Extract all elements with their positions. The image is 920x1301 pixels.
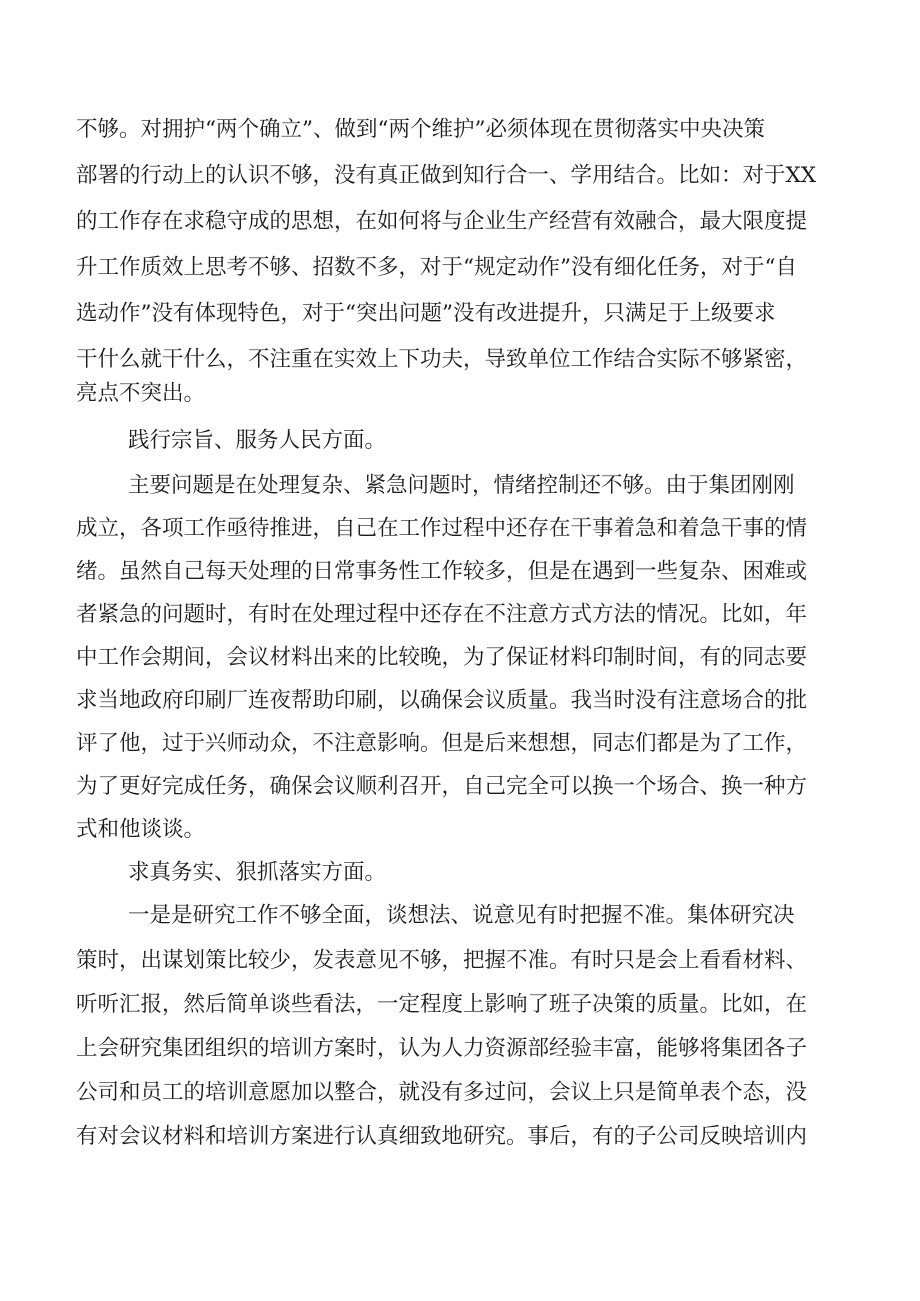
- text-line-10: 成立，各项工作亟待推进，自己在工作过程中还存在干事着急和着急干事的情: [76, 516, 808, 541]
- text-line-17: 式和他谈谈。: [76, 817, 206, 842]
- text-line-13: 中工作会期间，会议材料出来的比较晚，为了保证材料印制时间，有的同志要: [76, 645, 808, 670]
- text-line-15: 评了他，过于兴师动众，不注意影响。但是后来想想，同志们都是为了工作，: [76, 731, 808, 756]
- section-heading-1: 践行宗旨、服务人民方面。: [128, 428, 387, 453]
- text-line-11: 绪。虽然自己每天处理的日常事务性工作较多，但是在遇到一些复杂、困难或: [76, 559, 808, 584]
- text-line-1: 不够。对拥护“两个确立”、做到“两个维护”必须体现在贯彻落实中央决策: [76, 117, 765, 142]
- text-line-3: 的工作存在求稳守成的思想，在如何将与企业生产经营有效融合，最大限度提: [76, 209, 808, 234]
- text-line-4: 升工作质效上思考不够、招数不多，对于“规定动作”没有细化任务，对于“自: [76, 255, 797, 280]
- text-line-19: 一是是研究工作不够全面，谈想法、说意见有时把握不准。集体研究决: [128, 903, 795, 928]
- text-line-12: 者紧急的问题时，有时在处理过程中还存在不注意方式方法的情况。比如，年: [76, 602, 808, 627]
- text-line-7: 亮点不突出。: [76, 381, 206, 406]
- text-line-22: 上会研究集团组织的培训方案时，认为人力资源部经验丰富，能够将集团各子: [76, 1036, 808, 1061]
- text-line-14: 求当地政府印刷厂连夜帮助印刷，以确保会议质量。我当时没有注意场合的批: [76, 688, 808, 713]
- text-line-16: 为了更好完成任务，确保会议顺利召开，自己完全可以换一个场合、换一种方: [76, 774, 808, 799]
- text-line-2: 部署的行动上的认识不够，没有真正做到知行合一、学用结合。比如：对于XX: [76, 163, 817, 188]
- text-line-6: 干什么就干什么，不注重在实效上下功夫，导致单位工作结合实际不够紧密，: [76, 347, 808, 372]
- text-line-5: 选动作”没有体现特色，对于“突出问题”没有改进提升，只满足于上级要求: [76, 301, 776, 326]
- text-line-9: 主要问题是在处理复杂、紧急问题时，情绪控制还不够。由于集团刚刚: [128, 473, 795, 498]
- text-line-24: 有对会议材料和培训方案进行认真细致地研究。事后，有的子公司反映培训内: [76, 1124, 808, 1149]
- text-line-20: 策时，出谋划策比较少，发表意见不够，把握不准。有时只是会上看看材料、: [76, 948, 808, 973]
- section-heading-2: 求真务实、狠抓落实方面。: [128, 860, 387, 885]
- text-line-23: 公司和员工的培训意愿加以整合，就没有多过问，会议上只是简单表个态，没: [76, 1080, 808, 1105]
- text-line-21: 听听汇报，然后简单谈些看法，一定程度上影响了班子决策的质量。比如，在: [76, 992, 808, 1017]
